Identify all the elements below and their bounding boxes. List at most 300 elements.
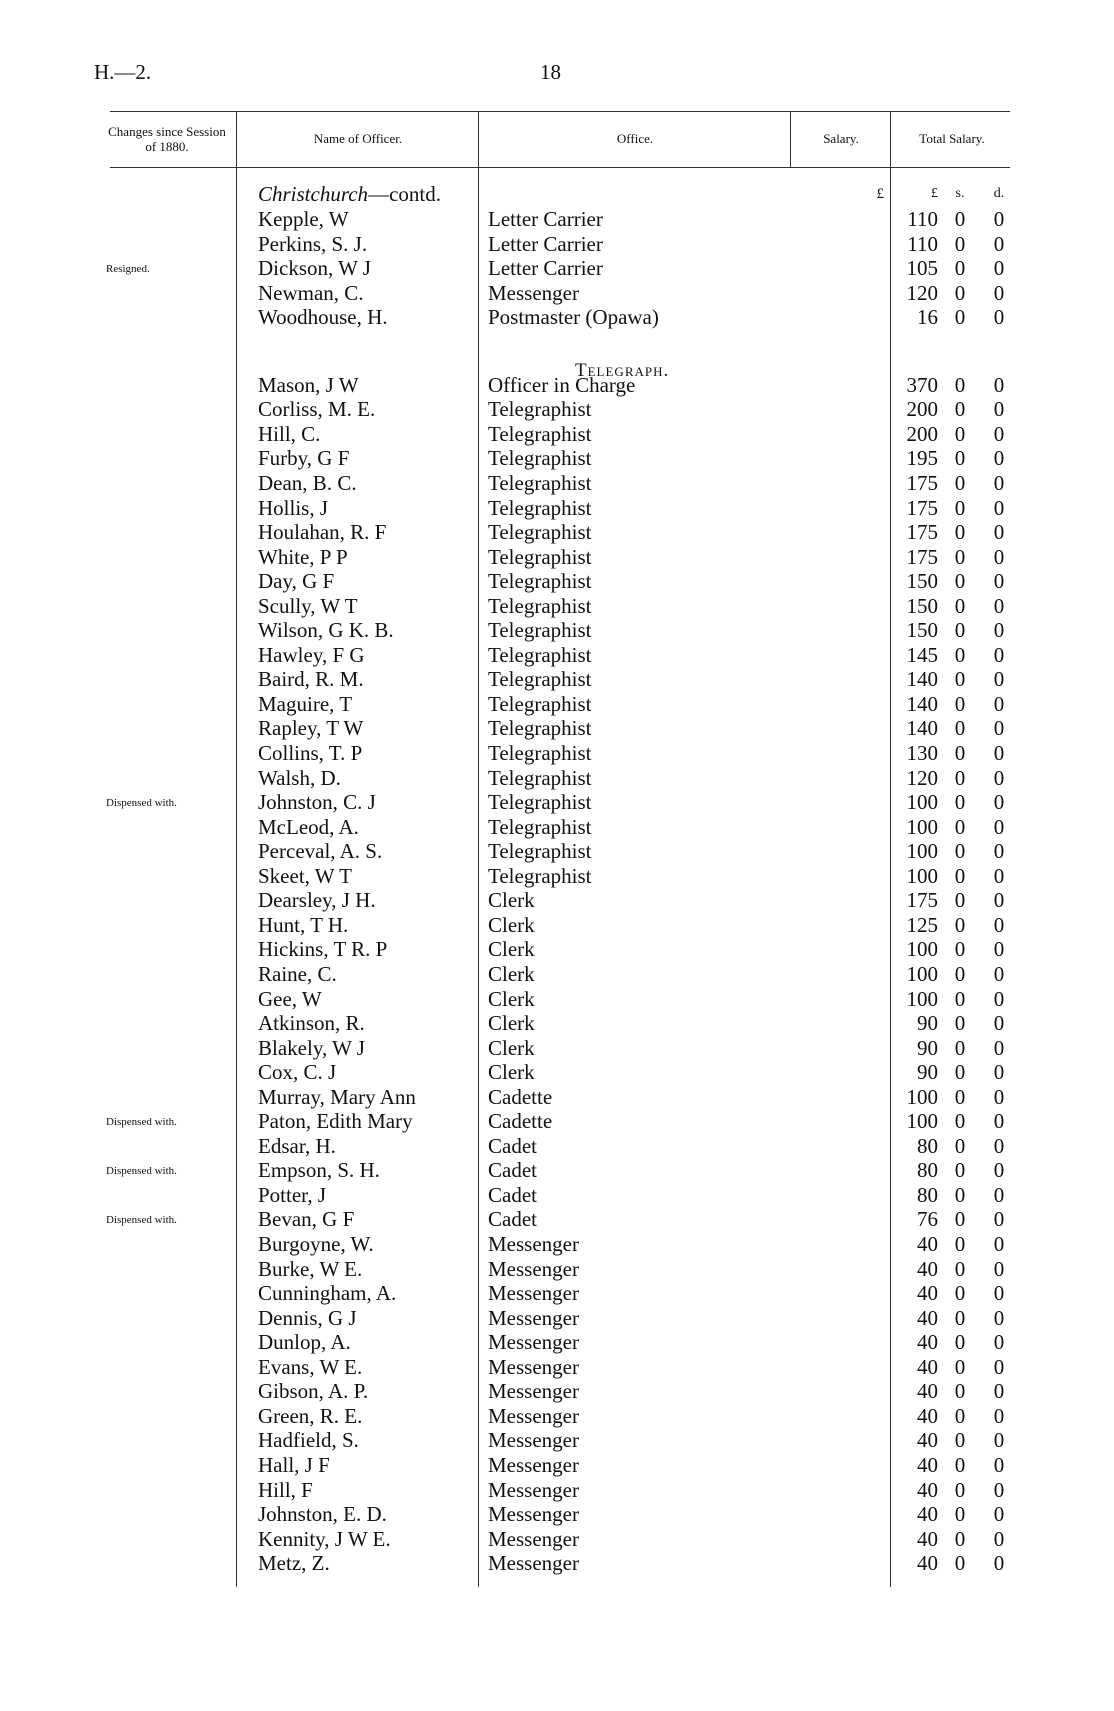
- table-row: [0, 1060, 1114, 1085]
- change-note: Resigned.: [106, 263, 150, 276]
- table-row: [0, 962, 1114, 987]
- total-salary-pence: 0: [993, 1477, 1005, 1502]
- officer-name: Newman, C.: [258, 280, 364, 305]
- officer-name: Hollis, J: [258, 495, 329, 520]
- total-salary-shillings: 0: [954, 397, 966, 422]
- total-salary-pence: 0: [993, 986, 1005, 1011]
- officer-name: Hadfield, S.: [258, 1428, 359, 1453]
- total-salary-pence: 0: [993, 1354, 1005, 1379]
- total-salary-pence: 0: [993, 280, 1005, 305]
- total-salary-shillings: 0: [954, 1281, 966, 1306]
- total-salary-shillings: 0: [954, 1477, 966, 1502]
- table-row: [0, 1478, 1114, 1503]
- total-salary-pounds: 195: [906, 446, 938, 471]
- total-salary-pence: 0: [993, 421, 1005, 446]
- total-salary-shillings: 0: [954, 618, 966, 643]
- officer-name: Dearsley, J H.: [258, 888, 376, 913]
- total-salary-shillings: 0: [954, 1060, 966, 1085]
- officer-name: Burke, W E.: [258, 1256, 363, 1281]
- table-row: [0, 1379, 1114, 1404]
- officer-name: Murray, Mary Ann: [258, 1084, 416, 1109]
- officer-office: Messenger: [488, 1551, 579, 1576]
- officer-office: Telegraphist: [488, 569, 592, 594]
- total-salary-pence: 0: [993, 1379, 1005, 1404]
- officer-office: Cadette: [488, 1084, 553, 1109]
- total-salary-pence: 0: [993, 912, 1005, 937]
- total-salary-pence: 0: [993, 1330, 1005, 1355]
- officer-office: Letter Carrier: [488, 256, 603, 281]
- officer-name: Furby, G F: [258, 446, 350, 471]
- total-salary-pence: 0: [993, 231, 1005, 256]
- total-salary-pounds: 100: [906, 863, 938, 888]
- total-salary-shillings: 0: [954, 446, 966, 471]
- total-salary-pounds: 90: [917, 1011, 938, 1036]
- officer-name: Evans, W E.: [258, 1354, 363, 1379]
- officer-name: Dennis, G J: [258, 1305, 357, 1330]
- table-row: [0, 207, 1114, 232]
- officer-name: Empson, S. H.: [258, 1158, 380, 1183]
- total-salary-pounds: 110: [907, 207, 938, 231]
- officer-name: Kepple, W: [258, 207, 349, 231]
- total-pound-unit: £: [931, 186, 938, 201]
- total-salary-pounds: 150: [906, 569, 938, 594]
- officer-name: McLeod, A.: [258, 814, 359, 839]
- total-salary-shillings: 0: [954, 470, 966, 495]
- officer-name: Walsh, D.: [258, 765, 341, 790]
- table-row: [0, 545, 1114, 570]
- officer-name: Metz, Z.: [258, 1551, 330, 1576]
- table-row: [0, 446, 1114, 471]
- total-salary-pounds: 100: [906, 1109, 938, 1134]
- officer-name: Gee, W: [258, 986, 322, 1011]
- table-row: [0, 618, 1114, 643]
- total-salary-pounds: 100: [906, 961, 938, 986]
- total-salary-shillings: 0: [954, 741, 966, 765]
- total-salary-pence: 0: [993, 1109, 1005, 1134]
- officer-name: Cunningham, A.: [258, 1281, 397, 1306]
- total-salary-pence: 0: [993, 716, 1005, 741]
- total-salary-shillings: 0: [954, 814, 966, 839]
- table-row: [0, 790, 1114, 815]
- total-salary-pence: 0: [993, 1035, 1005, 1060]
- total-salary-shillings: 0: [954, 1305, 966, 1330]
- total-salary-pounds: 140: [906, 691, 938, 716]
- total-salary-pounds: 40: [917, 1281, 938, 1306]
- officer-office: Messenger: [488, 1379, 579, 1404]
- table-row: [0, 1453, 1114, 1478]
- total-salary-shillings: 0: [954, 593, 966, 618]
- table-row: [0, 987, 1114, 1012]
- total-salary-pounds: 90: [917, 1035, 938, 1060]
- total-salary-shillings: 0: [954, 1133, 966, 1158]
- officer-name: Hill, F: [258, 1477, 313, 1502]
- total-salary-shillings: 0: [954, 667, 966, 692]
- total-salary-pence: 0: [993, 1084, 1005, 1109]
- table-row: [0, 397, 1114, 422]
- total-salary-shillings: 0: [954, 207, 966, 231]
- total-salary-pounds: 130: [906, 741, 938, 765]
- total-salary-shillings: 0: [954, 1526, 966, 1551]
- total-salary-pounds: 80: [917, 1182, 938, 1207]
- total-salary-pounds: 80: [917, 1133, 938, 1158]
- change-note: Dispensed with.: [106, 1214, 177, 1227]
- table-row: [0, 1109, 1114, 1134]
- total-salary-shillings: 0: [954, 1256, 966, 1281]
- officer-office: Clerk: [488, 1035, 535, 1060]
- table-row: [0, 1183, 1114, 1208]
- officer-office: Messenger: [488, 1477, 579, 1502]
- total-salary-pence: 0: [993, 1452, 1005, 1477]
- officer-name: Cox, C. J: [258, 1060, 337, 1085]
- officer-name: Collins, T. P: [258, 741, 363, 765]
- section-heading-place: Christchurch: [258, 182, 369, 206]
- total-salary-pounds: 40: [917, 1452, 938, 1477]
- officer-name: Skeet, W T: [258, 863, 352, 888]
- total-salary-shillings: 0: [954, 888, 966, 913]
- total-salary-shillings: 0: [954, 305, 966, 330]
- total-salary-pounds: 16: [917, 305, 938, 330]
- total-salary-pence: 0: [993, 618, 1005, 643]
- officer-name: Burgoyne, W.: [258, 1232, 374, 1256]
- officer-office: Messenger: [488, 1403, 579, 1428]
- table-row: [0, 1232, 1114, 1257]
- total-salary-shillings: 0: [954, 765, 966, 790]
- total-salary-pounds: 105: [906, 256, 938, 281]
- total-salary-pounds: 40: [917, 1551, 938, 1576]
- officer-office: Cadet: [488, 1182, 537, 1207]
- table-row: [0, 692, 1114, 717]
- table-row: [0, 1502, 1114, 1527]
- table-row: [0, 496, 1114, 521]
- total-salary-pence: 0: [993, 397, 1005, 422]
- total-salary-pence: 0: [993, 1256, 1005, 1281]
- total-salary-pence: 0: [993, 741, 1005, 765]
- officer-name: White, P P: [258, 544, 348, 569]
- table-row: [0, 422, 1114, 447]
- change-note: Dispensed with.: [106, 1116, 177, 1129]
- total-salary-shillings: 0: [954, 1330, 966, 1355]
- officer-office: Telegraphist: [488, 520, 592, 545]
- total-salary-pounds: 370: [906, 372, 938, 397]
- officer-office: Telegraphist: [488, 790, 592, 815]
- officer-office: Telegraphist: [488, 397, 592, 422]
- total-salary-shillings: 0: [954, 937, 966, 962]
- total-salary-pounds: 175: [906, 544, 938, 569]
- officer-office: Clerk: [488, 1011, 535, 1036]
- table-row: [0, 256, 1114, 281]
- total-salary-pounds: 100: [906, 1084, 938, 1109]
- total-salary-shillings: 0: [954, 1502, 966, 1527]
- officer-office: Telegraphist: [488, 863, 592, 888]
- total-salary-pence: 0: [993, 470, 1005, 495]
- total-salary-shillings: 0: [954, 569, 966, 594]
- officer-name: Hall, J F: [258, 1452, 330, 1477]
- officer-name: Baird, R. M.: [258, 667, 364, 692]
- total-salary-pounds: 90: [917, 1060, 938, 1085]
- header-total-salary: Total Salary.: [919, 131, 985, 146]
- total-salary-pounds: 175: [906, 495, 938, 520]
- officer-office: Cadette: [488, 1109, 553, 1134]
- table-row: [0, 1085, 1114, 1110]
- shillings-unit: s.: [955, 186, 965, 201]
- officer-office: Clerk: [488, 937, 535, 962]
- total-salary-pounds: 40: [917, 1403, 938, 1428]
- total-salary-pounds: 145: [906, 642, 938, 667]
- total-salary-shillings: 0: [954, 642, 966, 667]
- table-row: [0, 1551, 1114, 1576]
- total-salary-pounds: 40: [917, 1428, 938, 1453]
- officer-office: Clerk: [488, 912, 535, 937]
- officer-name: Corliss, M. E.: [258, 397, 376, 422]
- total-salary-shillings: 0: [954, 280, 966, 305]
- officer-name: Perceval, A. S.: [258, 839, 383, 864]
- officer-name: Dunlop, A.: [258, 1330, 351, 1355]
- table-row: [0, 888, 1114, 913]
- total-salary-pence: 0: [993, 691, 1005, 716]
- table-row: [0, 643, 1114, 668]
- officer-name: Woodhouse, H.: [258, 305, 388, 330]
- total-salary-shillings: 0: [954, 1158, 966, 1183]
- page-number: 18: [540, 60, 561, 84]
- total-salary-pence: 0: [993, 207, 1005, 231]
- officer-office: Messenger: [488, 1502, 579, 1527]
- total-salary-pence: 0: [993, 1182, 1005, 1207]
- total-salary-pence: 0: [993, 544, 1005, 569]
- total-salary-shillings: 0: [954, 495, 966, 520]
- total-salary-pounds: 40: [917, 1305, 938, 1330]
- officer-name: Hickins, T R. P: [258, 937, 388, 962]
- table-row: [0, 1527, 1114, 1552]
- table-row: [0, 1207, 1114, 1232]
- officer-name: Dickson, W J: [258, 256, 371, 281]
- officer-office: Letter Carrier: [488, 207, 603, 231]
- officer-name: Edsar, H.: [258, 1133, 336, 1158]
- total-salary-shillings: 0: [954, 1084, 966, 1109]
- officer-office: Clerk: [488, 986, 535, 1011]
- total-salary-shillings: 0: [954, 1182, 966, 1207]
- total-salary-pounds: 120: [906, 280, 938, 305]
- section-heading-contd: —contd.: [368, 182, 441, 206]
- total-salary-pence: 0: [993, 1502, 1005, 1527]
- officer-office: Clerk: [488, 888, 535, 913]
- total-salary-pence: 0: [993, 305, 1005, 330]
- pence-unit: d.: [993, 186, 1005, 201]
- officer-office: Messenger: [488, 1452, 579, 1477]
- officer-office: Letter Carrier: [488, 231, 603, 256]
- header-changes: Changes since Session of 1880.: [108, 124, 226, 154]
- table-row: [0, 839, 1114, 864]
- table-row: [0, 1404, 1114, 1429]
- total-salary-shillings: 0: [954, 790, 966, 815]
- total-salary-pounds: 40: [917, 1232, 938, 1256]
- table-row: [0, 716, 1114, 741]
- total-salary-pence: 0: [993, 839, 1005, 864]
- officer-name: Bevan, G F: [258, 1207, 355, 1232]
- total-salary-pounds: 40: [917, 1502, 938, 1527]
- total-salary-shillings: 0: [954, 1232, 966, 1256]
- total-salary-shillings: 0: [954, 1011, 966, 1036]
- total-salary-pounds: 100: [906, 814, 938, 839]
- officer-name: Hawley, F G: [258, 642, 365, 667]
- officer-office: Telegraphist: [488, 642, 592, 667]
- total-salary-pounds: 100: [906, 937, 938, 962]
- table-row: [0, 594, 1114, 619]
- table-row: [0, 520, 1114, 545]
- total-salary-pence: 0: [993, 888, 1005, 913]
- total-salary-pounds: 175: [906, 470, 938, 495]
- table-row: [0, 1257, 1114, 1282]
- officer-name: Rapley, T W: [258, 716, 364, 741]
- officer-office: Cadet: [488, 1207, 537, 1232]
- officer-office: Telegraphist: [488, 741, 592, 765]
- table-row: [0, 1330, 1114, 1355]
- officer-office: Telegraphist: [488, 667, 592, 692]
- header-salary: Salary.: [823, 131, 859, 146]
- officer-office: Telegraphist: [488, 544, 592, 569]
- total-salary-shillings: 0: [954, 1354, 966, 1379]
- officer-name: Paton, Edith Mary: [258, 1109, 413, 1134]
- table-row: [0, 1281, 1114, 1306]
- officer-name: Mason, J W: [258, 372, 359, 397]
- total-salary-shillings: 0: [954, 1207, 966, 1232]
- change-note: Dispensed with.: [106, 797, 177, 810]
- total-salary-shillings: 0: [954, 961, 966, 986]
- total-salary-shillings: 0: [954, 256, 966, 281]
- officer-office: Telegraphist: [488, 446, 592, 471]
- total-salary-pounds: 80: [917, 1158, 938, 1183]
- table-row: [0, 232, 1114, 257]
- total-salary-shillings: 0: [954, 839, 966, 864]
- table-row: [0, 471, 1114, 496]
- total-salary-pence: 0: [993, 1133, 1005, 1158]
- total-salary-pounds: 120: [906, 765, 938, 790]
- total-salary-pounds: 140: [906, 667, 938, 692]
- total-salary-pounds: 76: [917, 1207, 938, 1232]
- total-salary-shillings: 0: [954, 1428, 966, 1453]
- total-salary-shillings: 0: [954, 1109, 966, 1134]
- officer-office: Telegraphist: [488, 618, 592, 643]
- total-salary-pence: 0: [993, 1305, 1005, 1330]
- table-row: [0, 373, 1114, 398]
- total-salary-pence: 0: [993, 495, 1005, 520]
- officer-office: Clerk: [488, 961, 535, 986]
- total-salary-shillings: 0: [954, 421, 966, 446]
- officer-office: Postmaster (Opawa): [488, 305, 659, 330]
- table-row: [0, 281, 1114, 306]
- total-salary-shillings: 0: [954, 863, 966, 888]
- total-salary-pounds: 40: [917, 1526, 938, 1551]
- total-salary-pence: 0: [993, 790, 1005, 815]
- officer-office: Clerk: [488, 1060, 535, 1085]
- total-salary-pence: 0: [993, 1060, 1005, 1085]
- total-salary-pence: 0: [993, 1207, 1005, 1232]
- officer-office: Officer in Charge: [488, 372, 636, 397]
- table-row: [0, 1036, 1114, 1061]
- total-salary-shillings: 0: [954, 691, 966, 716]
- officer-name: Houlahan, R. F: [258, 520, 387, 545]
- total-salary-pounds: 150: [906, 593, 938, 618]
- total-salary-pounds: 175: [906, 888, 938, 913]
- officer-office: Telegraphist: [488, 421, 592, 446]
- total-salary-pence: 0: [993, 1011, 1005, 1036]
- total-salary-pounds: 40: [917, 1256, 938, 1281]
- total-salary-pounds: 40: [917, 1379, 938, 1404]
- officer-name: Dean, B. C.: [258, 470, 357, 495]
- table-row: [0, 913, 1114, 938]
- total-salary-shillings: 0: [954, 544, 966, 569]
- total-salary-pounds: 100: [906, 790, 938, 815]
- officer-office: Messenger: [488, 1281, 579, 1306]
- officer-office: Cadet: [488, 1158, 537, 1183]
- total-salary-shillings: 0: [954, 1035, 966, 1060]
- table-row: [0, 305, 1114, 330]
- total-salary-pounds: 200: [906, 397, 938, 422]
- total-salary-pounds: 40: [917, 1330, 938, 1355]
- officer-office: Telegraphist: [488, 593, 592, 618]
- officer-office: Messenger: [488, 1330, 579, 1355]
- total-salary-shillings: 0: [954, 231, 966, 256]
- total-salary-shillings: 0: [954, 372, 966, 397]
- table-row: [0, 741, 1114, 766]
- officer-office: Messenger: [488, 1526, 579, 1551]
- table-row: [0, 937, 1114, 962]
- total-salary-pence: 0: [993, 1403, 1005, 1428]
- officer-name: Kennity, J W E.: [258, 1526, 391, 1551]
- officer-office: Telegraphist: [488, 470, 592, 495]
- total-salary-pence: 0: [993, 1232, 1005, 1256]
- officer-office: Messenger: [488, 1428, 579, 1453]
- officer-office: Telegraphist: [488, 495, 592, 520]
- total-salary-shillings: 0: [954, 716, 966, 741]
- officer-name: Raine, C.: [258, 961, 337, 986]
- total-salary-pence: 0: [993, 1158, 1005, 1183]
- total-salary-pounds: 40: [917, 1477, 938, 1502]
- total-salary-pence: 0: [993, 642, 1005, 667]
- officer-name: Maguire, T: [258, 691, 353, 716]
- total-salary-shillings: 0: [954, 912, 966, 937]
- officer-office: Telegraphist: [488, 716, 592, 741]
- officer-name: Hill, C.: [258, 421, 321, 446]
- total-salary-pence: 0: [993, 520, 1005, 545]
- officer-name: Potter, J: [258, 1182, 326, 1207]
- total-salary-shillings: 0: [954, 1551, 966, 1576]
- total-salary-pence: 0: [993, 256, 1005, 281]
- officer-name: Wilson, G K. B.: [258, 618, 394, 643]
- officer-name: Blakely, W J: [258, 1035, 365, 1060]
- change-note: Dispensed with.: [106, 1165, 177, 1178]
- officer-office: Messenger: [488, 280, 579, 305]
- total-salary-pence: 0: [993, 1428, 1005, 1453]
- header-name: Name of Officer.: [313, 131, 403, 146]
- officer-office: Messenger: [488, 1256, 579, 1281]
- table-row: [0, 569, 1114, 594]
- total-salary-pence: 0: [993, 1281, 1005, 1306]
- table-row: [0, 1158, 1114, 1183]
- table-row: [0, 1355, 1114, 1380]
- total-salary-pence: 0: [993, 569, 1005, 594]
- total-salary-pence: 0: [993, 863, 1005, 888]
- table-row: [0, 1306, 1114, 1331]
- total-salary-shillings: 0: [954, 1403, 966, 1428]
- header-office: Office.: [616, 131, 654, 146]
- officer-name: Johnston, E. D.: [258, 1502, 387, 1527]
- total-salary-pounds: 150: [906, 618, 938, 643]
- officer-name: Hunt, T H.: [258, 912, 349, 937]
- officer-office: Telegraphist: [488, 814, 592, 839]
- total-salary-pence: 0: [993, 961, 1005, 986]
- table-row: [0, 766, 1114, 791]
- total-salary-pence: 0: [993, 667, 1005, 692]
